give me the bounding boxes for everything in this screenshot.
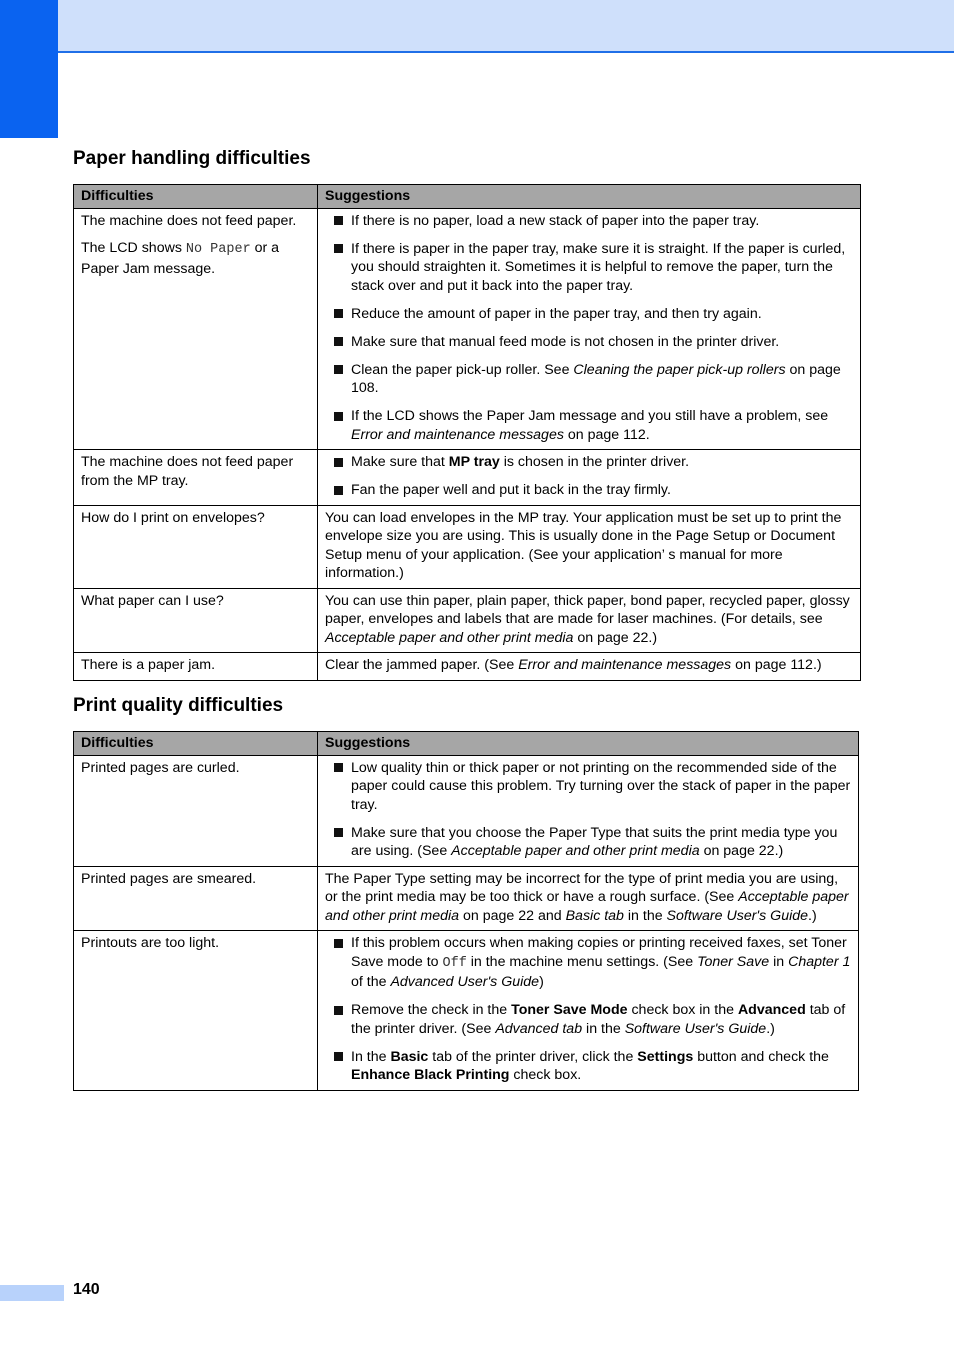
text-run: Toner Save: [697, 953, 770, 970]
text-run: The machine does not feed paper from the MP tray.: [81, 454, 294, 489]
header-band: [0, 0, 954, 53]
text-run: Basic: [390, 1048, 429, 1065]
text-run: Advanced tab: [495, 1020, 583, 1037]
text-run: .): [766, 1020, 775, 1037]
text-run: If the LCD shows the Paper Jam message and you still have a problem, see: [351, 408, 829, 424]
table-row: [74, 755, 859, 866]
square-bullet-icon: [334, 486, 343, 495]
table-row: [74, 450, 861, 506]
text-run: Toner Save Mode: [511, 1002, 628, 1018]
difficulty-cell: [74, 450, 318, 506]
square-bullet-icon: [334, 1006, 343, 1015]
difficulty-cell: [74, 505, 318, 588]
text-run: tab of the printer driver, click the: [428, 1048, 638, 1065]
table-row: [74, 505, 861, 588]
text-run: Printed pages are curled.: [81, 759, 240, 776]
text-run: There is a paper jam.: [81, 657, 216, 673]
suggestion-text: [325, 656, 853, 675]
text-run: The Paper Type setting may be incorrect for the type of print media you are using, or the print media may be too thick or have a rough surface. (See: [325, 870, 839, 905]
difficulty-text: [81, 656, 310, 675]
table-row: [74, 931, 859, 1091]
text-run: Software User's Guide: [666, 907, 809, 924]
suggestion-item: [325, 1048, 851, 1085]
square-bullet-icon: [334, 365, 343, 374]
suggestion-cell: [318, 588, 861, 653]
text-run: Cleaning the paper pick-up rollers: [573, 361, 786, 378]
text-run: Make sure that manual feed mode is not chosen in the printer driver.: [351, 333, 780, 350]
text-run: How do I print on envelopes?: [81, 509, 265, 526]
column-header-suggestions: Suggestions: [318, 185, 861, 209]
text-run: If there is paper in the paper tray, make sure it is straight. If the paper is curled, you should straighten it. Sometimes it is helpful to remove the paper, turn the stack over and put it back into the paper tray.: [351, 240, 846, 294]
suggestion-text: [325, 592, 853, 648]
column-header-suggestions: Suggestions: [318, 732, 859, 756]
difficulty-text: [81, 509, 310, 528]
difficulty-cell: [74, 588, 318, 653]
text-run: The LCD shows: [81, 240, 186, 256]
table-row: [74, 588, 861, 653]
suggestion-item: [325, 407, 853, 444]
suggestion-item: [325, 240, 853, 296]
text-run: Error and maintenance messages: [351, 426, 564, 443]
text-run: in: [769, 953, 789, 970]
text-run: Software User's Guide: [624, 1020, 767, 1037]
suggestion-cell: [318, 208, 861, 450]
text-run: Settings: [637, 1048, 694, 1065]
suggestion-cell: [318, 450, 861, 506]
suggestion-item: [325, 759, 851, 815]
text-run: What paper can I use?: [81, 592, 224, 609]
text-run: is chosen in the printer driver.: [499, 454, 690, 470]
text-run: In the: [351, 1048, 391, 1065]
text-run: Remove the check in the: [351, 1002, 512, 1018]
text-run: Acceptable paper and other print media: [325, 629, 574, 646]
table-row: [74, 208, 861, 450]
difficulty-text: [81, 592, 310, 611]
text-run: Make sure that you choose the Paper Type that suits the print media type you are using. (See: [351, 824, 838, 859]
text-run: Fan the paper well and put it back in the tray firmly.: [351, 482, 671, 498]
text-run: in the machine menu settings. (See: [466, 953, 698, 970]
text-run: in the: [582, 1020, 625, 1037]
page-number: 140: [73, 1281, 100, 1298]
suggestion-list: [325, 759, 851, 861]
difficulty-cell: [74, 931, 318, 1091]
text-run: Clean the paper pick-up roller. See: [351, 361, 574, 378]
table-row: [74, 866, 859, 931]
chapter-tab: [0, 0, 58, 138]
square-bullet-icon: [334, 412, 343, 421]
text-run: You can use thin paper, plain paper, thick paper, bond paper, recycled paper, glossy paper, envelopes and labels that are made for laser machines. (For details, see: [325, 592, 850, 627]
square-bullet-icon: [334, 763, 343, 772]
text-run: Chapter 1: [788, 953, 851, 970]
suggestion-item: [325, 333, 853, 352]
text-run: Reduce the amount of paper in the paper tray, and then try again.: [351, 305, 762, 322]
text-run: on page 112.): [731, 657, 822, 673]
text-run: No Paper: [185, 242, 251, 257]
text-run: Error and maintenance messages: [518, 657, 732, 673]
text-run: If there is no paper, load a new stack of paper into the paper tray.: [351, 212, 760, 229]
suggestion-cell: [318, 505, 861, 588]
text-run: check box in the: [627, 1002, 738, 1018]
difficulty-cell: [74, 866, 318, 931]
square-bullet-icon: [334, 337, 343, 346]
suggestion-list: [325, 212, 853, 445]
suggestion-item: [325, 824, 851, 861]
difficulty-text: [81, 934, 310, 953]
text-run: Basic tab: [565, 907, 624, 924]
footer-bar: [0, 1285, 64, 1301]
suggestion-item: [325, 305, 853, 324]
square-bullet-icon: [334, 939, 343, 948]
paper-handling-table: [73, 184, 861, 681]
suggestion-text: [325, 870, 851, 926]
text-run: check box.: [509, 1067, 582, 1083]
column-header-difficulties: Difficulties: [74, 185, 318, 209]
text-run: of the: [351, 974, 391, 990]
text-run: The machine does not feed paper.: [81, 212, 297, 229]
suggestion-text: [325, 509, 853, 583]
suggestion-item: [325, 1001, 851, 1038]
text-run: on page 112.: [563, 426, 650, 443]
difficulty-text: [81, 453, 310, 490]
text-run: Clear the jammed paper. (See: [325, 657, 519, 673]
difficulty-text: [81, 759, 310, 778]
text-run: Advanced: [737, 1002, 806, 1018]
difficulty-cell: [74, 755, 318, 866]
suggestion-item: [325, 934, 851, 992]
text-run: in the: [623, 907, 667, 924]
square-bullet-icon: [334, 216, 343, 225]
text-run: Acceptable paper and other print media: [451, 843, 700, 859]
suggestion-item: [325, 481, 853, 500]
text-run: Printouts are too light.: [81, 935, 220, 951]
table-header-row: [74, 732, 859, 756]
text-run: tab of the printer driver. (See: [351, 1002, 846, 1037]
square-bullet-icon: [334, 458, 343, 467]
text-run: You can load envelopes in the MP tray. Your application must be set up to print the envelope size you are using. This is usually done in the Page Setup or Document Setup menu of your application. (See your application’ s manual for more information.): [325, 509, 842, 581]
square-bullet-icon: [334, 1052, 343, 1061]
text-run: Low quality thin or thick paper or not printing on the recommended side of the paper could cause this problem. Try turning over the stack of paper in the paper tray.: [351, 759, 851, 813]
text-run: on page 108.: [351, 361, 841, 396]
suggestion-cell: [318, 866, 859, 931]
text-run: ): [539, 974, 544, 990]
print-quality-table: [73, 731, 859, 1091]
text-run: .): [808, 907, 817, 924]
suggestion-list: [325, 934, 851, 1085]
suggestion-cell: [318, 653, 861, 681]
section-title-print-quality: Print quality difficulties: [73, 695, 284, 716]
text-run: button and check the: [693, 1048, 829, 1065]
difficulty-text: [81, 212, 310, 231]
difficulty-cell: [74, 653, 318, 681]
table-header-row: [74, 185, 861, 209]
text-run: or a Paper Jam message.: [81, 240, 280, 277]
text-run: If this problem occurs when making copies or printing received faxes, set Toner Save mode to: [351, 935, 847, 970]
text-run: Advanced User's Guide: [390, 974, 540, 990]
square-bullet-icon: [334, 309, 343, 318]
square-bullet-icon: [334, 244, 343, 253]
text-run: Acceptable paper and other print media: [325, 889, 849, 924]
suggestion-cell: [318, 755, 859, 866]
text-run: on page 22.): [573, 629, 658, 646]
difficulty-cell: [74, 208, 318, 450]
text-run: on page 22 and: [459, 907, 566, 924]
difficulty-text: [81, 870, 310, 889]
table-row: [74, 653, 861, 681]
text-run: Enhance Black Printing: [351, 1067, 510, 1083]
section-title-paper-handling: Paper handling difficulties: [73, 148, 311, 169]
text-run: on page 22.): [699, 843, 784, 859]
column-header-difficulties: Difficulties: [74, 732, 318, 756]
text-run: Off: [442, 955, 467, 971]
text-run: Make sure that: [351, 454, 449, 470]
text-run: MP tray: [448, 454, 500, 470]
suggestion-item: [325, 212, 853, 231]
suggestion-item: [325, 453, 853, 472]
difficulty-text: [81, 239, 310, 278]
suggestion-list: [325, 453, 853, 500]
suggestion-item: [325, 361, 853, 398]
suggestion-cell: [318, 931, 859, 1091]
text-run: Printed pages are smeared.: [81, 870, 257, 887]
square-bullet-icon: [334, 828, 343, 837]
